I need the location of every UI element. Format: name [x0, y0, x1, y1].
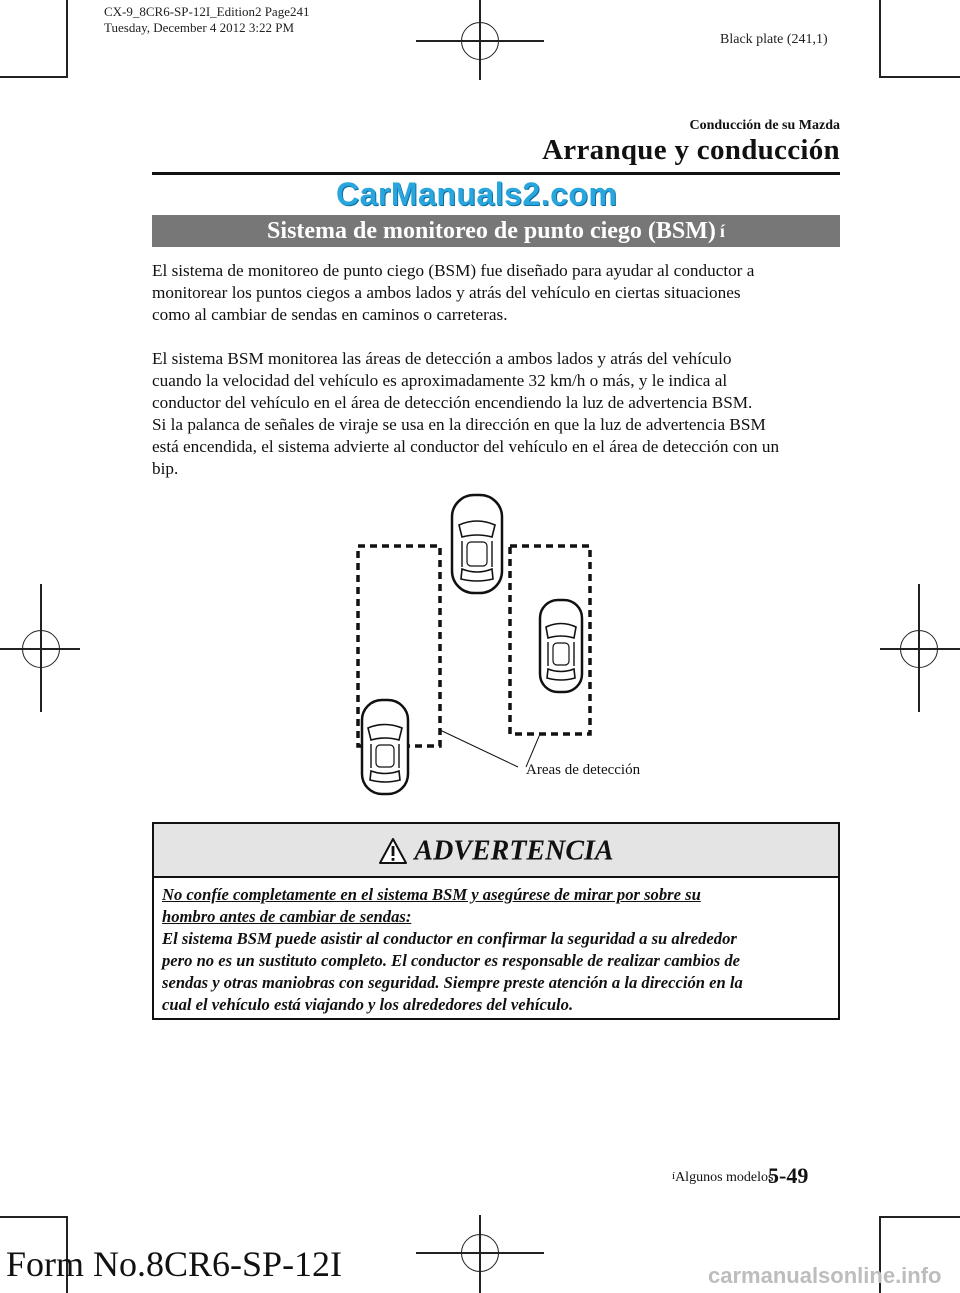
paragraph-detail	[152, 348, 842, 480]
car-front	[452, 495, 502, 593]
form-number: Form No.8CR6-SP-12I	[6, 1244, 343, 1284]
section-title: Conducción de su Mazda	[689, 118, 840, 133]
warning-box	[152, 822, 840, 1020]
warning-header	[154, 824, 838, 878]
warning-lead-line: hombro antes de cambiar de sendas:	[162, 907, 412, 926]
car-right	[540, 600, 582, 692]
plate-label: Black plate (241,1)	[720, 32, 828, 47]
warning-body	[154, 878, 838, 1016]
file-meta-line1: CX-9_8CR6-SP-12I_Edition2 Page241	[104, 4, 310, 19]
car-rear-left	[362, 700, 408, 794]
site-watermark: carmanualsonline.info	[708, 1263, 942, 1288]
text-line: bip.	[152, 459, 179, 478]
text-line: como al cambiar de sendas en caminos o carreteras.	[152, 305, 508, 324]
warning-text-line: sendas y otras maniobras con seguridad. Siempre preste atención a la dirección en la	[162, 973, 743, 992]
warning-text-line: pero no es un sustituto completo. El conductor es responsable de realizar cambios de	[162, 951, 741, 970]
footnote-text: Algunos modelos.	[675, 1170, 777, 1185]
file-meta-line2: Tuesday, December 4 2012 3:22 PM	[104, 20, 295, 35]
paragraph-intro	[152, 260, 842, 326]
model-star-icon: í	[719, 221, 725, 241]
chapter-title: Arranque y conducción	[542, 134, 840, 166]
text-line: El sistema de monitoreo de punto ciego (BSM) fue diseñado para ayudar al conductor a	[152, 261, 755, 280]
text-line: Si la palanca de señales de viraje se usa en la dirección en que la luz de advertencia BSM	[152, 415, 766, 434]
text-line: monitorear los puntos ciegos a ambos lados y atrás del vehículo en ciertas situaciones	[152, 283, 741, 302]
warning-triangle-icon	[378, 837, 408, 865]
file-meta	[104, 4, 309, 36]
text-line: cuando la velocidad del vehículo es aproximadamente 32 km/h o más, y le indica al	[152, 371, 728, 390]
watermark-logo: CarManuals2.com	[336, 176, 618, 212]
callout-line-left	[440, 730, 518, 767]
section-banner	[152, 215, 840, 247]
warning-lead-line: No confíe completamente en el sistema BSM y asegúrese de mirar por sobre su	[162, 885, 701, 904]
footnote-star: í	[672, 1170, 676, 1182]
callout-label: Areas de detección	[526, 762, 641, 778]
bsm-diagram-svg	[330, 470, 670, 800]
warning-text-line: El sistema BSM puede asistir al conductor en confirmar la seguridad a su alrededor	[162, 929, 737, 948]
text-line: El sistema BSM monitorea las áreas de detección a ambos lados y atrás del vehículo	[152, 349, 732, 368]
banner-title: Sistema de monitoreo de punto ciego (BSM)	[267, 218, 716, 244]
warning-title: ADVERTENCIA	[414, 835, 614, 867]
page-number: 5-49	[768, 1163, 809, 1188]
body-text	[152, 260, 842, 502]
footnote	[672, 1170, 777, 1186]
text-line: conductor del vehículo en el área de detección encendiendo la luz de advertencia BSM.	[152, 393, 753, 412]
text-line: está encendida, el sistema advierte al conductor del vehículo en el área de detección con un	[152, 437, 780, 456]
header-rule	[152, 172, 840, 175]
warning-text-line: cual el vehículo está viajando y los alrededores del vehículo.	[162, 995, 574, 1014]
bsm-diagram	[330, 470, 670, 800]
